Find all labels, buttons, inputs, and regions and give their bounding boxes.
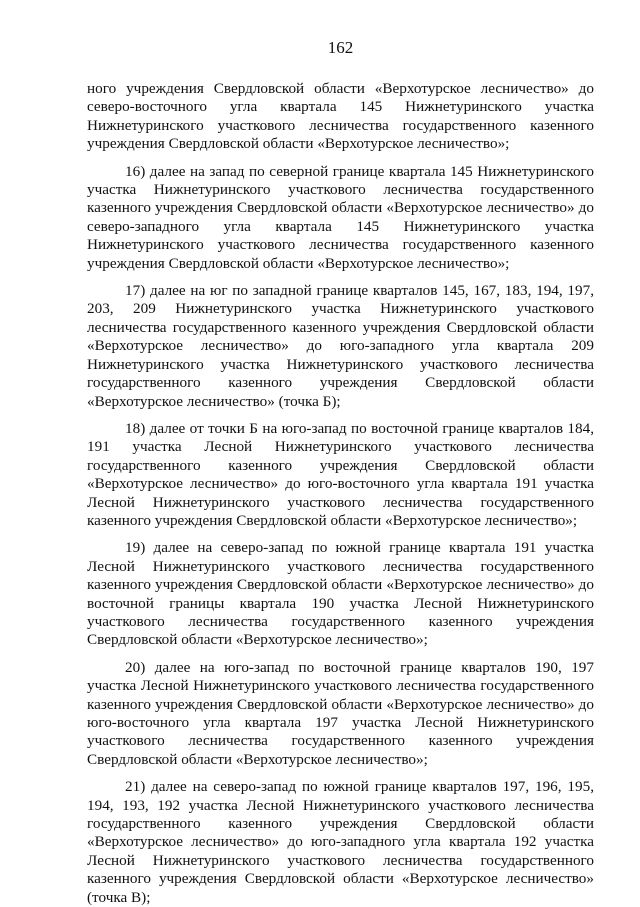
paragraph-item-16: 16) далее на запад по северной границе квартала 145 Нижнетуринского участка Нижнетуринского участкового лесничества государственного казенного учреждения Свердловской области «Верхотурское лесничество» до северо-западного угла квартала 145 Нижнетуринского участка Нижнетуринского участкового лесничества государственного казенного учреждения Свердловской области «Верхотурское лесничество»; [87,162,594,272]
paragraph-item-18: 18) далее от точки Б на юго-запад по восточной границе кварталов 184, 191 участка Лесной Нижнетуринского участкового лесничества государственного казенного учреждения Свердловской области «Верхотурское лесничество» до юго-восточного угла квартала 191 участка Лесной Нижнетуринского участкового лесничества государственного казенного учреждения Свердловской области «Верхотурское лесничество»; [87,419,594,529]
paragraph-item-21: 21) далее на северо-запад по южной границе кварталов 197, 196, 195, 194, 193, 192 участка Лесной Нижнетуринского участкового лесничества государственного казенного учреждения Свердловской области «Верхотурское лесничество» до юго-западного угла квартала 192 участка Лесной Нижнетуринского участкового лесничества государственного казенного учреждения Свердловской области «Верхотурское лесничество» (точка В); [87,778,594,906]
page-number: 162 [327,38,354,57]
paragraph-item-17: 17) далее на юг по западной границе кварталов 145, 167, 183, 194, 197, 203, 209 Нижнетуринского участка Нижнетуринского участкового лесничества государственного казенного учреждения Свердловской области «Верхотурское лесничество» до юго-западного угла квартала 209 Нижнетуринского участка Нижнетуринского участкового лесничества государственного казенного учреждения Свердловской области «Верхотурское лесничество» (точка Б); [87,282,594,410]
paragraph-continuation: ного учреждения Свердловской области «Верхотурское лесничество» до северо-восточного угла квартала 145 Нижнетуринского участка Нижнетуринского участкового лесничества государственного казенного учреждения Свердловской области «Верхотурское лесничество»; [87,80,594,153]
paragraph-item-20: 20) далее на юго-запад по восточной границе кварталов 190, 197 участка Лесной Нижнетуринского участкового лесничества государственного казенного учреждения Свердловской области «Верхотурское лесничество» до юго-восточного угла квартала 197 участка Лесной Нижнетуринского участкового лесничества государственного казенного учреждения Свердловской области «Верхотурское лесничество»; [87,658,594,768]
paragraph-item-19: 19) далее на северо-запад по южной границе квартала 191 участка Лесной Нижнетуринского участкового лесничества государственного казенного учреждения Свердловской области «Верхотурское лесничество» до восточной границы квартала 190 участка Лесной Нижнетуринского участкового лесничества государственного казенного учреждения Свердловской области «Верхотурское лесничество»; [87,539,594,649]
